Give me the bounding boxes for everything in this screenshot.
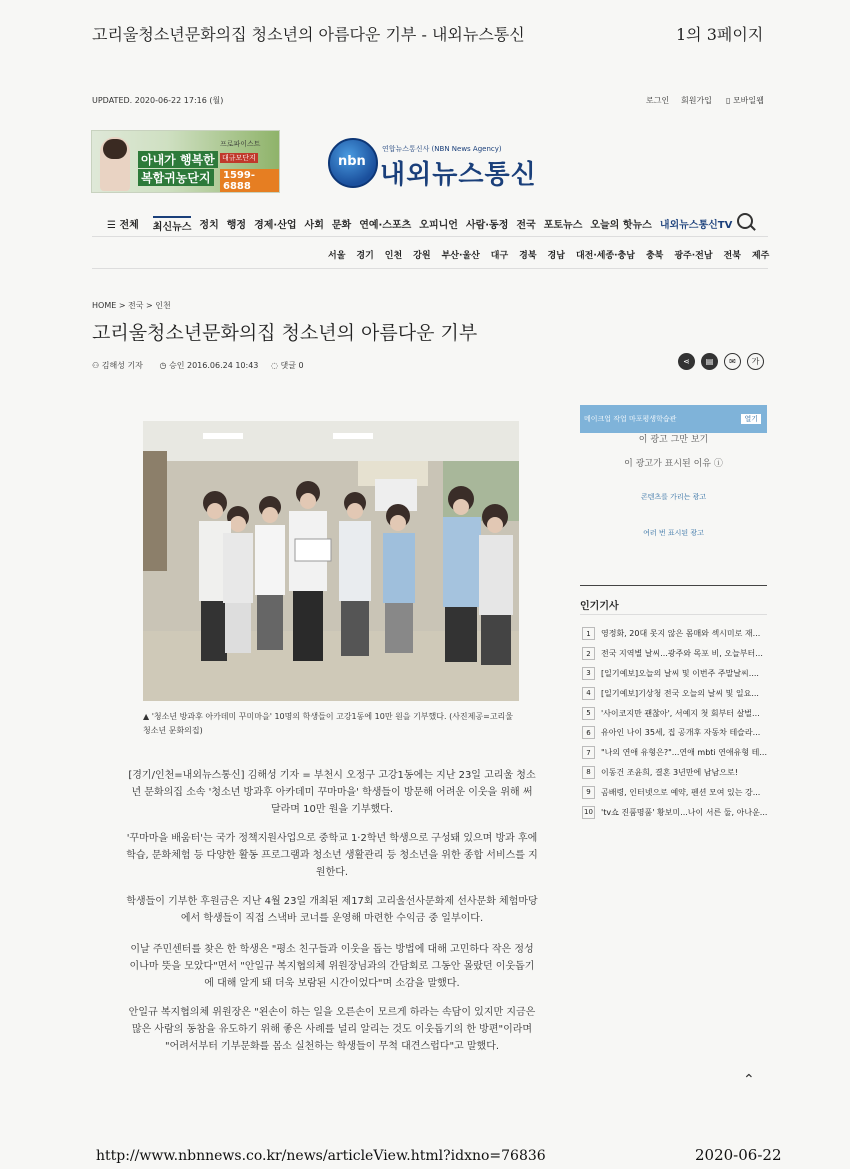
article-photo — [143, 421, 519, 701]
group-photo-illustration — [143, 421, 519, 701]
share-icon[interactable]: ⋖ — [678, 353, 695, 370]
breadcrumb[interactable]: HOME > 전국 > 인천 — [92, 301, 171, 310]
popular-item[interactable] — [582, 743, 768, 763]
photo-caption: ▲ '청소년 방과후 아카데미 꾸미마을' 10명의 학생들이 고강1동에 10만 원을 기부했다. (사진제공=고리울 청소년 문화의집) — [143, 712, 514, 735]
font-size-icon[interactable]: 가 — [747, 353, 764, 370]
region-item[interactable]: 대구 — [490, 251, 509, 261]
article-paragraph: '꾸마마을 배움터'는 국가 정책지원사업으로 중학교 1·2학년 학생으로 구성돼 있으며 방과 후에 학습, 문화체험 등 다양한 활동 프로그램과 청소년 생활관리 등 청소년을 위한 종합 서비스를 지원한다. — [126, 833, 538, 878]
print-footer-url: http://www.nbnnews.co.kr/news/articleView.html?idxno=76836 — [96, 1148, 546, 1164]
region-item[interactable]: 제주 — [751, 251, 770, 261]
region-item[interactable]: 경북 — [519, 251, 537, 261]
updated-timestamp: UPDATED. 2020-06-22 17:16 (월) — [92, 96, 224, 105]
scroll-top-icon[interactable]: ⌃ — [743, 1072, 755, 1088]
popular-item[interactable] — [582, 703, 768, 723]
nav-tv-link[interactable]: 내외뉴스통신TV — [659, 220, 733, 231]
popular-headline[interactable]: [일기예보]기상청 전국 오늘의 날씨 및 일요... — [601, 688, 759, 698]
rank-number: 6 — [582, 726, 595, 739]
ad-headline-2: 복합귀농단지 — [138, 169, 214, 186]
nav-item[interactable]: 문화 — [331, 220, 352, 231]
region-item[interactable]: 광주·전남 — [674, 251, 713, 261]
nav-item[interactable]: 포토뉴스 — [543, 220, 583, 231]
ad-headline-1: 아내가 행복한 — [138, 151, 218, 168]
sidebar-ad-button[interactable]: 열기 — [741, 414, 761, 424]
popular-headline[interactable]: "나의 연애 유형은?"...연애 mbti 연애유형 테... — [601, 748, 767, 758]
sidebar-ad-text: 메이크업 작업 마포평생학습관 — [584, 415, 677, 423]
region-item[interactable]: 인천 — [384, 251, 403, 261]
popular-item[interactable] — [582, 683, 768, 703]
nav-item[interactable]: 사회 — [304, 220, 324, 231]
banner-ad[interactable] — [91, 130, 280, 193]
popular-item[interactable] — [582, 802, 768, 822]
article-meta — [92, 360, 304, 371]
region-item[interactable]: 강원 — [413, 251, 431, 261]
nav-item[interactable]: 연예·스포츠 — [359, 220, 412, 231]
rank-number: 5 — [582, 707, 595, 720]
popular-list — [582, 624, 768, 822]
nav-item[interactable]: 사람·동정 — [465, 220, 509, 231]
comment-icon: ◌ — [270, 361, 278, 370]
print-page-number: 1의 3페이지 — [676, 25, 764, 44]
popular-item[interactable] — [582, 782, 768, 802]
nav-item[interactable]: 오피니언 — [419, 220, 458, 231]
popular-divider — [580, 614, 767, 615]
region-item[interactable]: 서울 — [328, 251, 346, 261]
region-item[interactable]: 경기 — [356, 251, 374, 261]
popular-headline[interactable]: 전국 지역별 날씨...광주와 목포 비, 오늘부터... — [601, 649, 763, 659]
article-paragraph: [경기/인천=내외뉴스통신] 김해성 기자 = 부천시 오정구 고강1동에는 지난 23일 고리울 청소년 문화의집 소속 '청소년 방과후 아카데미 꾸마마을' 학생들이 방문해 어려운 이웃을 위해 써 달라며 10만 원을 기부했다. — [128, 770, 536, 815]
ad-option-repeated[interactable]: 여러 번 표시된 광고 — [643, 529, 704, 537]
logo-mark: nbn — [338, 154, 366, 169]
login-link[interactable]: 로그인 — [646, 96, 670, 105]
rank-number: 3 — [582, 667, 595, 680]
join-link[interactable]: 회원가입 — [681, 96, 712, 105]
ad-option-why[interactable]: 이 광고가 표시된 이유 ⓘ — [624, 459, 723, 469]
popular-headline[interactable]: 곰배령, 인터넷으로 예약, 펜션 모여 있는 강... — [601, 787, 761, 797]
region-item[interactable]: 경남 — [547, 251, 565, 261]
article-title: 고리울청소년문화의집 청소년의 아름다운 기부 — [92, 322, 478, 344]
popular-headline[interactable]: '사이코지만 괜찮아', 서예지 첫 회부터 살벌... — [601, 708, 760, 718]
ad-phone: 1599-6888 — [220, 169, 279, 193]
rank-number: 1 — [582, 627, 595, 640]
popular-headline[interactable]: [일기예보]오늘의 날씨 및 이번주 주말날씨.... — [601, 668, 759, 678]
popular-headline[interactable]: 이동건 조윤희, 결혼 3년만에 남남으로! — [601, 767, 738, 777]
popular-item[interactable] — [582, 763, 768, 783]
nav-item[interactable]: 행정 — [226, 220, 247, 231]
rank-number: 9 — [582, 786, 595, 799]
rank-number: 8 — [582, 766, 595, 779]
rank-number: 10 — [582, 806, 595, 819]
popular-item[interactable] — [582, 624, 768, 644]
search-icon[interactable] — [737, 213, 753, 229]
region-item[interactable]: 부산·울산 — [441, 251, 480, 261]
sidebar-ad[interactable] — [580, 405, 767, 433]
article-tools — [678, 353, 764, 370]
nav-item[interactable]: 정치 — [199, 220, 219, 231]
mobile-web-link[interactable]: ▯ 모바일웹 — [726, 96, 764, 105]
print-footer-date: 2020-06-22 — [695, 1146, 782, 1164]
region-nav — [328, 248, 769, 261]
site-logo-icon[interactable] — [328, 138, 378, 188]
author-icon: ⚇ — [92, 361, 100, 370]
clock-icon: ◷ — [159, 361, 167, 370]
logo-subtitle: 연합뉴스통신사 (NBN News Agency) — [382, 145, 502, 153]
article-paragraph: 안일규 복지협의체 위원장은 "왼손이 하는 일을 오른손이 모르게 하라는 속담이 있지만 지금은 많은 사람의 동참을 유도하기 위해 좋은 사례를 널리 알리는 것도 이웃돕기의 한 방편"이라며 "어려서부터 기부문화를 몸소 실천하는 학생들이 무척 대견스럽다"고 말했다. — [128, 1007, 536, 1052]
region-item[interactable]: 전북 — [723, 251, 741, 261]
nav-all-menu[interactable]: ☰ 전체 — [107, 220, 139, 231]
main-nav — [107, 216, 732, 233]
article-date: 승인 2016.06.24 10:43 — [168, 361, 259, 370]
article-paragraph: 학생들이 기부한 후원금은 지난 4월 23일 개최된 제17회 고리울선사문화제 선사문화 체험마당에서 학생들이 직접 스낵바 코너를 운영해 마련한 수익금 중 일부이다. — [126, 896, 538, 924]
print-title: 고리울청소년문화의집 청소년의 아름다운 기부 - 내외뉴스통신 — [92, 25, 525, 44]
rank-number: 7 — [582, 746, 595, 759]
email-icon[interactable]: ✉ — [724, 353, 741, 370]
region-item[interactable]: 대전·세종·충남 — [575, 251, 635, 261]
region-item[interactable]: 충북 — [645, 251, 664, 261]
rank-number: 4 — [582, 687, 595, 700]
popular-item[interactable] — [582, 664, 768, 684]
ad-option-hide[interactable]: 이 광고 그만 보기 — [638, 435, 709, 445]
nav-divider — [92, 268, 768, 269]
ad-option-covers[interactable]: 콘텐츠를 가리는 광고 — [640, 493, 707, 501]
popular-headline[interactable]: 영정화, 20대 못지 않은 몸매와 섹시미로 재... — [601, 629, 761, 639]
popular-headline[interactable]: 유아인 나이 35세, 집 공개후 자동차 테슬라... — [601, 728, 761, 738]
popular-title: 인기기사 — [580, 601, 619, 612]
nav-item[interactable]: 경제·산업 — [254, 220, 297, 231]
print-icon[interactable]: ▤ — [701, 353, 718, 370]
popular-item[interactable] — [582, 644, 768, 664]
comment-count[interactable]: 댓글 0 — [280, 361, 304, 370]
popular-headline[interactable]: 'tv쇼 진품명품' 황보미...나이 서른 둘, 아나운... — [601, 807, 768, 817]
nav-item[interactable]: 전국 — [516, 220, 536, 231]
article-paragraph: 이날 주민센터를 찾은 한 학생은 "평소 친구들과 이웃을 돕는 방법에 대해 고민하다 작은 정성이나마 뜻을 모았다"면서 "안일규 복지협의체 위원장님과의 간담회로 그동안 몰랐던 이웃돕기에 대해 알게 돼 더욱 보람된 시간이었다"며 소감을 말했다. — [129, 944, 535, 989]
popular-item[interactable] — [582, 723, 768, 743]
ad-tag: 대규모단지 — [222, 154, 256, 162]
ad-brand: 프로파이스트 — [220, 140, 261, 148]
ad-model-image — [100, 137, 130, 191]
site-logo-text[interactable]: 내외뉴스통신 — [380, 160, 537, 190]
nav-item[interactable]: 오늘의 핫뉴스 — [590, 220, 652, 231]
nav-item[interactable]: 최신뉴스 — [153, 216, 192, 233]
article-author: 김해성 기자 — [101, 361, 143, 370]
nav-divider — [92, 236, 768, 237]
popular-divider — [580, 585, 767, 586]
rank-number: 2 — [582, 647, 595, 660]
